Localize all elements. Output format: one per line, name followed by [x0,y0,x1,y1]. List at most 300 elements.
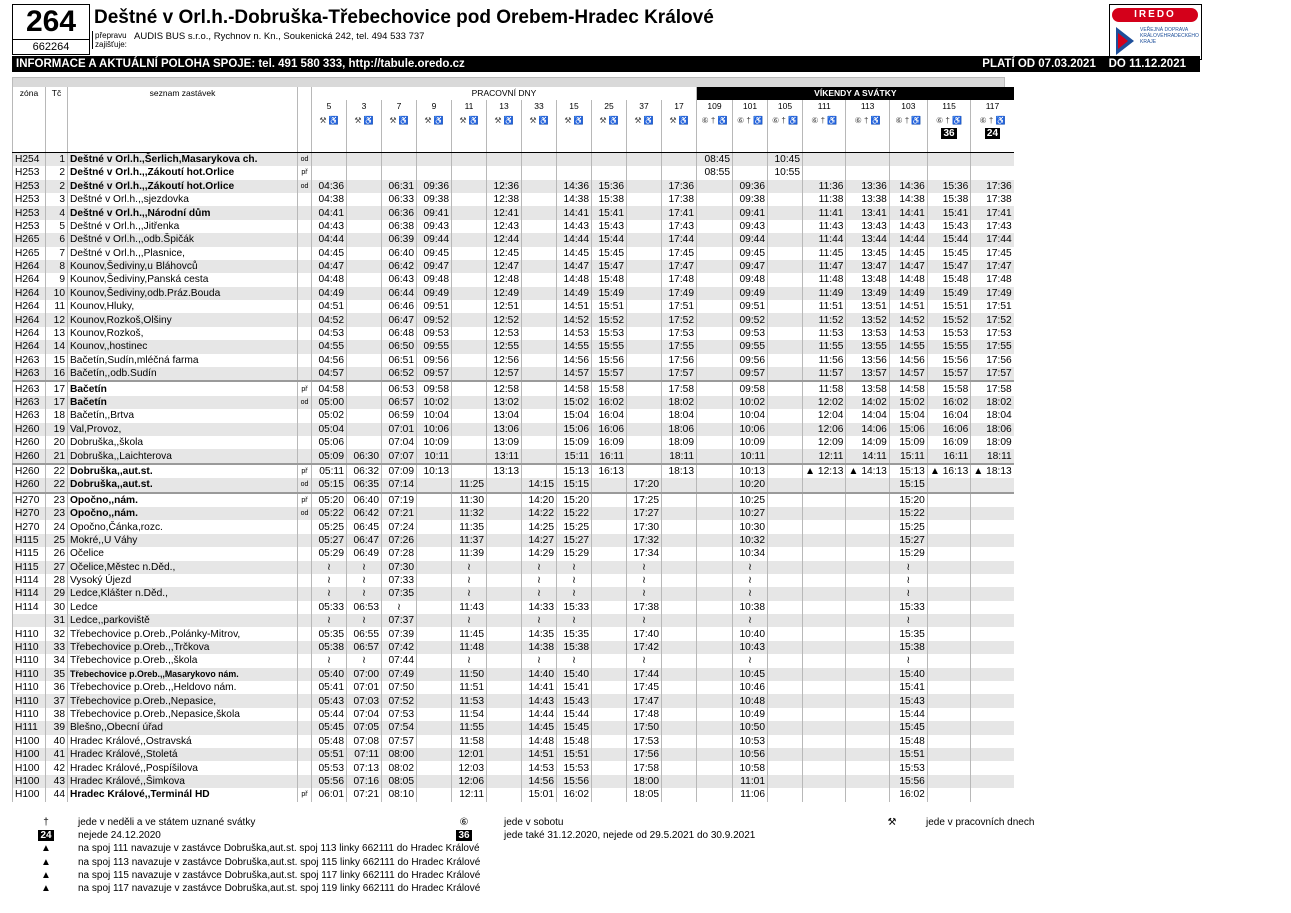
table-row [13,507,1014,520]
time-cell: 14:41 [522,681,557,694]
time-cell [627,354,662,367]
time-cell: 14:57 [557,367,592,381]
time-cell [452,449,487,463]
time-cell [452,340,487,353]
arr-dep-mark [298,409,312,422]
zone-cell: H264 [13,287,46,300]
time-cell [768,273,803,286]
time-cell: 14:48 [557,273,592,286]
time-cell [971,547,1014,560]
time-cell: 10:20 [733,478,768,492]
time-cell [662,478,697,492]
header-spacer [298,114,312,153]
time-cell [971,493,1014,507]
time-cell [417,788,452,801]
time-cell [697,449,733,463]
stop-name: Hradec Králové,,Stoletá [68,748,298,761]
time-cell: 06:47 [347,534,382,547]
time-cell: 08:05 [382,775,417,788]
time-cell: 15:20 [889,493,927,507]
time-cell [452,273,487,286]
time-cell [522,409,557,422]
time-cell: 15:13 [557,464,592,478]
time-cell: ≀ [347,614,382,627]
stop-name: Třebechovice p.Oreb.,,Heldovo nám. [68,681,298,694]
time-cell [662,681,697,694]
time-cell [697,260,733,273]
trip-symbol-icons: ⚒ ♿ [599,115,619,125]
time-cell [662,547,697,560]
zone-cell [13,614,46,627]
time-cell: 15:04 [889,409,927,422]
time-cell [846,748,889,761]
table-row [13,166,1014,179]
zone-cell: H114 [13,601,46,614]
time-cell: ≀ [889,654,927,667]
time-cell: 15:47 [927,260,970,273]
time-cell: 14:43 [522,694,557,707]
time-cell [522,273,557,286]
time-cell: 14:04 [846,409,889,422]
arr-dep-mark [298,721,312,734]
time-cell: 15:06 [889,423,927,436]
arr-dep-mark [298,354,312,367]
time-cell [697,313,733,326]
time-cell [592,507,627,520]
time-cell [627,300,662,313]
time-cell: 09:48 [417,273,452,286]
time-cell [347,287,382,300]
time-cell: 12:06 [452,775,487,788]
stop-index: 1 [46,152,68,166]
time-cell [927,708,970,721]
table-row [13,627,1014,640]
time-cell [627,152,662,166]
time-cell [971,788,1014,801]
time-cell [927,507,970,520]
time-cell [697,534,733,547]
stop-name: Deštné v Orl.h.,Šerlich,Masarykova ch. [68,152,298,166]
time-cell: ≀ [889,587,927,600]
time-cell: 13:45 [846,247,889,260]
time-cell: 18:09 [662,436,697,449]
zone-cell: H264 [13,340,46,353]
time-cell [452,180,487,193]
time-cell: 12:04 [803,409,846,422]
time-cell: 16:04 [927,409,970,422]
time-cell [627,340,662,353]
table-row [13,381,1014,395]
time-cell [971,587,1014,600]
time-cell: 13:38 [846,193,889,206]
stops-header: seznam zastávek [68,87,298,100]
table-row [13,534,1014,547]
time-cell: 08:10 [382,788,417,801]
stop-name: Třebechovice p.Oreb.,Nepasice,škola [68,708,298,721]
time-cell: 05:04 [312,423,347,436]
time-cell: ≀ [312,614,347,627]
time-cell [662,152,697,166]
time-cell [417,761,452,774]
time-cell [417,627,452,640]
time-cell: 15:41 [927,206,970,219]
time-cell [592,493,627,507]
time-cell [697,614,733,627]
header-spacer [13,114,46,153]
header-spacer [68,114,298,153]
time-cell [971,641,1014,654]
stop-index: 21 [46,449,68,463]
table-row [13,748,1014,761]
time-cell [846,152,889,166]
time-cell: 11:58 [803,381,846,395]
stop-index: 16 [46,367,68,381]
time-cell: 14:45 [557,247,592,260]
time-cell: 04:41 [312,206,347,219]
time-cell [697,721,733,734]
time-cell: 15:41 [889,681,927,694]
time-cell: 10:09 [733,436,768,449]
time-cell: 14:35 [522,627,557,640]
zone-cell: H110 [13,627,46,640]
zone-cell: H114 [13,587,46,600]
table-row [13,708,1014,721]
time-cell [347,381,382,395]
time-cell: 07:01 [347,681,382,694]
time-cell: 15:49 [592,287,627,300]
time-cell [803,748,846,761]
time-cell: 15:38 [592,193,627,206]
table-row [13,260,1014,273]
time-cell [487,520,522,533]
time-cell [522,464,557,478]
zone-cell: H100 [13,735,46,748]
trip-symbol-icons: ⚒ ♿ [564,115,584,125]
weekend-group-header: VÍKENDY A SVÁTKY [697,87,1014,100]
time-cell [662,788,697,801]
trip-number: 37 [627,100,662,113]
time-cell [452,409,487,422]
time-cell [662,694,697,707]
time-cell: 15:29 [889,547,927,560]
time-cell: 11:53 [452,694,487,707]
time-cell: 09:41 [417,206,452,219]
time-cell [768,260,803,273]
time-cell [522,166,557,179]
time-cell: 14:44 [889,233,927,246]
time-cell [733,166,768,179]
stop-name: Bačetín,,Brtva [68,409,298,422]
time-cell: 06:36 [382,206,417,219]
table-row [13,396,1014,409]
table-row [13,273,1014,286]
stop-index: 12 [46,313,68,326]
table-row [13,152,1014,166]
time-cell [347,340,382,353]
time-cell: 14:29 [522,547,557,560]
time-cell: 07:35 [382,587,417,600]
time-cell [627,381,662,395]
time-cell: 15:52 [927,313,970,326]
time-cell [768,788,803,801]
arr-dep-mark: od [298,507,312,520]
time-cell [768,287,803,300]
trip-symbols [487,114,522,153]
time-cell: 09:52 [417,313,452,326]
time-cell: 17:40 [627,627,662,640]
time-cell [417,561,452,574]
time-cell [697,561,733,574]
time-cell [417,654,452,667]
time-cell: 14:41 [889,206,927,219]
time-cell: 17:45 [662,247,697,260]
time-cell: 05:00 [312,396,347,409]
time-cell: 11:36 [803,180,846,193]
time-cell [927,493,970,507]
time-cell: 15:22 [557,507,592,520]
time-cell: 08:55 [697,166,733,179]
time-cell [347,300,382,313]
time-cell: 15:56 [927,354,970,367]
time-cell: 07:14 [382,478,417,492]
time-cell: 16:02 [592,396,627,409]
time-cell: 11:30 [452,493,487,507]
trip-symbols [927,114,970,153]
time-cell [522,206,557,219]
time-cell: 11:55 [803,340,846,353]
time-cell: 05:09 [312,449,347,463]
time-cell [417,775,452,788]
zone-cell: H264 [13,260,46,273]
time-cell: 14:49 [889,287,927,300]
time-cell: 13:09 [487,436,522,449]
arr-dep-mark [298,614,312,627]
time-cell: 10:02 [733,396,768,409]
time-cell [592,574,627,587]
table-row [13,449,1014,463]
time-cell: ≀ [522,614,557,627]
time-cell: 04:48 [312,273,347,286]
time-cell [803,547,846,560]
time-cell [803,708,846,721]
time-cell [627,396,662,409]
time-cell [347,436,382,449]
time-cell: 10:38 [733,601,768,614]
time-cell: 10:50 [733,721,768,734]
time-cell: 04:44 [312,233,347,246]
time-cell: 05:35 [312,627,347,640]
time-cell: 14:53 [889,327,927,340]
time-cell [803,520,846,533]
zone-cell: H253 [13,206,46,219]
time-cell [803,668,846,681]
trip-number: 105 [768,100,803,113]
time-cell: 13:02 [487,396,522,409]
time-cell: 15:41 [592,206,627,219]
stop-index: 23 [46,507,68,520]
trip-symbols [347,114,382,153]
time-cell [592,735,627,748]
time-cell: 04:38 [312,193,347,206]
zone-cell: H114 [13,574,46,587]
time-cell: ≀ [627,654,662,667]
time-cell [846,735,889,748]
trip-symbol-icons: ⑥ † ♿ [936,115,963,125]
trip-symbol-icons: ⚒ ♿ [494,115,514,125]
time-cell: 14:47 [889,260,927,273]
time-cell [417,601,452,614]
time-cell: 15:43 [889,694,927,707]
time-cell [662,761,697,774]
zone-cell: H260 [13,464,46,478]
time-cell: ▲ 18:13 [971,464,1014,478]
stop-index: 34 [46,654,68,667]
time-cell: 11:44 [803,233,846,246]
trip-number: 33 [522,100,557,113]
legend-symbol: ⚒ [887,817,897,828]
time-cell [697,507,733,520]
time-cell: 17:43 [971,220,1014,233]
time-cell [803,694,846,707]
zone-cell: H260 [13,478,46,492]
time-cell: 14:45 [889,247,927,260]
time-cell [487,561,522,574]
time-cell [768,587,803,600]
time-cell [971,152,1014,166]
arr-dep-mark [298,561,312,574]
time-cell: 06:44 [382,287,417,300]
time-cell: 12:49 [487,287,522,300]
zone-cell: H100 [13,748,46,761]
time-cell: 05:25 [312,520,347,533]
time-cell: 17:42 [627,641,662,654]
legend-text: jede v pracovních dnech [926,817,1035,828]
time-cell: 09:36 [733,180,768,193]
time-cell [768,601,803,614]
table-row [13,668,1014,681]
time-cell: 06:46 [382,300,417,313]
time-cell: 13:13 [487,464,522,478]
time-cell: 10:40 [733,627,768,640]
time-cell [627,409,662,422]
time-cell: 18:11 [971,449,1014,463]
time-cell: 07:53 [382,708,417,721]
time-cell: 10:53 [733,735,768,748]
time-cell: 15:53 [592,327,627,340]
zone-cell: H260 [13,449,46,463]
time-cell [697,708,733,721]
time-cell: 17:47 [662,260,697,273]
stop-index: 2 [46,180,68,193]
time-cell [417,478,452,492]
operator-info: AUDIS BUS s.r.o., Rychnov n. Kn., Soukenická 242, tel. 494 533 737 [134,31,425,42]
stop-index: 24 [46,520,68,533]
time-cell: 12:11 [803,449,846,463]
time-cell [592,641,627,654]
operator-label: přepravu zajišťuje: [92,31,133,49]
stop-index: 30 [46,601,68,614]
zone-cell: H110 [13,694,46,707]
trip-number-header: Tč [46,87,68,100]
time-cell: 16:11 [592,449,627,463]
time-cell: 17:27 [627,507,662,520]
time-cell: 15:01 [522,788,557,801]
arr-dep-mark: od [298,396,312,409]
legend-row [12,829,1072,842]
time-cell [452,313,487,326]
time-cell: 15:45 [889,721,927,734]
info-text: INFORMACE A AKTUÁLNÍ POLOHA SPOJE: tel. 491 580 333, http://tabule.oredo.cz [16,58,465,70]
time-cell [487,574,522,587]
trip-number: 13 [487,100,522,113]
zone-cell: H263 [13,396,46,409]
table-row [13,423,1014,436]
time-cell: 10:48 [733,694,768,707]
time-cell: 06:49 [347,547,382,560]
time-cell: 15:51 [889,748,927,761]
time-cell: 05:38 [312,641,347,654]
time-cell [697,233,733,246]
time-cell: ≀ [452,587,487,600]
time-cell [768,735,803,748]
legend-symbol: ▲ [41,843,51,855]
trip-number: 101 [733,100,768,113]
time-cell [846,493,889,507]
time-cell [522,180,557,193]
time-cell: ≀ [889,614,927,627]
time-cell [522,396,557,409]
time-cell [697,627,733,640]
time-cell: 14:38 [557,193,592,206]
time-cell: 14:52 [557,313,592,326]
stop-index: 42 [46,761,68,774]
stop-name: Bačetín,,odb.Sudín [68,367,298,381]
time-cell: 15:35 [889,627,927,640]
workday-group-header: PRACOVNÍ DNY [312,87,697,100]
time-cell: 17:57 [971,367,1014,381]
time-cell: 17:30 [627,520,662,533]
zone-cell: H263 [13,381,46,395]
time-cell [487,627,522,640]
time-cell: 09:48 [733,273,768,286]
time-cell [487,694,522,707]
zone-cell: H264 [13,273,46,286]
trip-number: 115 [927,100,970,113]
time-cell: 09:44 [417,233,452,246]
time-cell [768,775,803,788]
time-cell: 07:42 [382,641,417,654]
trip-number: 11 [452,100,487,113]
time-cell [803,788,846,801]
time-cell: 09:44 [733,233,768,246]
time-cell: 09:41 [733,206,768,219]
time-cell: 09:45 [733,247,768,260]
legend-text: na spoj 113 navazuje v zastávce Dobruška,aut.st. spoj 115 linky 662111 do Hradec Králové [78,856,481,868]
time-cell: ≀ [452,654,487,667]
trip-number: 15 [557,100,592,113]
time-cell: 11:32 [452,507,487,520]
time-cell: 09:58 [417,381,452,395]
time-cell [697,641,733,654]
time-cell [347,193,382,206]
time-cell [768,614,803,627]
time-cell: 18:06 [971,423,1014,436]
time-cell: 15:47 [592,260,627,273]
legend-row [12,869,1072,882]
stop-name: Deštné v Orl.h.,,Zákoutí hot.Orlice [68,180,298,193]
time-cell [487,166,522,179]
arr-dep-mark [298,247,312,260]
